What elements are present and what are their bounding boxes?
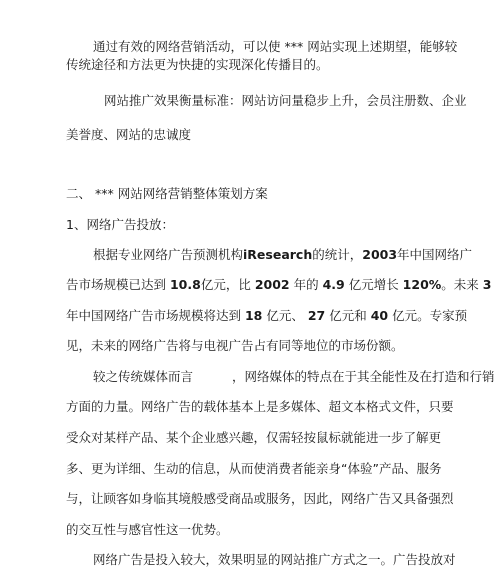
paragraph2-line-6: 的交互性与感官性这一优势。 bbox=[66, 522, 229, 537]
paragraph2-line-1b: ，网络媒体的特点在于其全能性及在打造和行销 bbox=[232, 369, 495, 384]
standard-line-2: 美誉度、网站的忠诚度 bbox=[66, 127, 192, 142]
intro-line-2: 传统途径和方法更为快捷的实现深化传播目的。 bbox=[66, 57, 329, 72]
intro-line-1: 通过有效的网络营销活动，可以使 *** 网站实现上述期望，能够较 bbox=[93, 39, 458, 54]
paragraph1-line-1: 根据专业网络广告预测机构iResearch的统计，2003年中国网络广 bbox=[93, 247, 473, 262]
standard-line-1: 网站推广效果衡量标准：网站访问量稳步上升，会员注册数、企业 bbox=[104, 93, 467, 108]
paragraph2-line-2: 方面的力量。网络广告的载体基本上是多媒体、超文本格式文件，只要 bbox=[66, 399, 454, 414]
paragraph2-line-3: 受众对某样产品、某个企业感兴趣，仅需轻按鼠标就能进一步了解更 bbox=[66, 430, 442, 445]
subsection-heading: 1、网络广告投放： bbox=[66, 217, 174, 232]
paragraph3-line-1: 网络广告是投入较大，效果明显的网站推广方式之一。广告投放对 bbox=[93, 552, 456, 567]
paragraph1-line-3: 年中国网络广告市场规模将达到 18 亿元、 27 亿元和 40 亿元。专家预 bbox=[66, 308, 468, 323]
paragraph1-line-2: 告市场规模已达到 10.8亿元，比 2002 年的 4.9 亿元增长 120%。未来 3 bbox=[66, 277, 492, 292]
section-heading: 二、 *** 网站网络营销整体策划方案 bbox=[66, 186, 268, 201]
paragraph2-line-5: 与，让顾客如身临其境般感受商品或服务，因此，网络广告又具备强烈 bbox=[66, 491, 454, 506]
paragraph2-line-4: 多、更为详细、生动的信息，从而使消费者能亲身“体验”产品、服务 bbox=[66, 461, 442, 476]
paragraph1-line-4: 见，未来的网络广告将与电视广告占有同等地位的市场份额。 bbox=[66, 338, 404, 353]
paragraph2-line-1a: 较之传统媒体而言 bbox=[93, 369, 194, 384]
